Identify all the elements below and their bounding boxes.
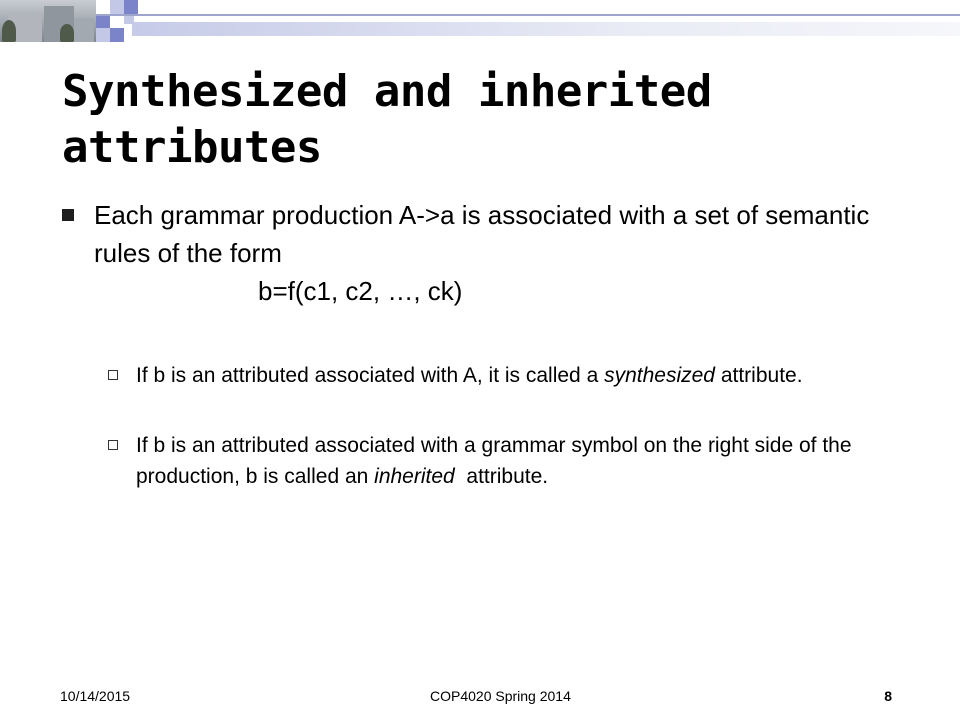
emphasis-term: inherited	[374, 465, 455, 488]
main-bullet-text	[94, 196, 892, 310]
bullet-text: Each grammar production A->a is associated with a set of semantic rules of the form	[94, 200, 870, 268]
footer-date: 10/14/2015	[60, 688, 131, 704]
sub-bullet-text	[136, 430, 868, 492]
header-bar	[132, 22, 960, 36]
photo-tree	[60, 24, 74, 42]
footer-course: COP4020 Spring 2014	[430, 688, 571, 704]
sub-bullet-text-part: If b is an attributed associated with A, it is called a	[136, 364, 605, 387]
hollow-square-bullet-icon	[108, 440, 118, 450]
sub-bullet-text-part: If b is an attributed associated with a grammar symbol on the right side of the production, b is called an	[136, 434, 852, 488]
photo-tree	[2, 20, 16, 42]
page-number: 8	[884, 688, 892, 704]
deco-square	[96, 14, 110, 28]
header-rule	[96, 14, 960, 16]
deco-square	[124, 0, 138, 14]
sub-bullet-text-part: attribute.	[454, 465, 549, 488]
emphasis-term: synthesized	[604, 364, 715, 387]
formula: b=f(c1, c2, …, ck)	[258, 276, 463, 306]
deco-square	[110, 0, 124, 14]
deco-square	[110, 28, 124, 42]
sub-bullet	[108, 430, 868, 492]
deco-square	[96, 28, 110, 42]
sub-bullet-text-part: attribute.	[715, 364, 803, 387]
main-bullet	[62, 196, 892, 310]
header-photo	[0, 0, 96, 42]
hollow-square-bullet-icon	[108, 370, 118, 380]
sub-bullet-text	[136, 360, 868, 391]
slide-title: Synthesized and inherited attributes	[62, 66, 712, 173]
photo-building	[74, 18, 94, 42]
square-bullet-icon	[62, 209, 74, 221]
sub-bullet	[108, 360, 868, 391]
